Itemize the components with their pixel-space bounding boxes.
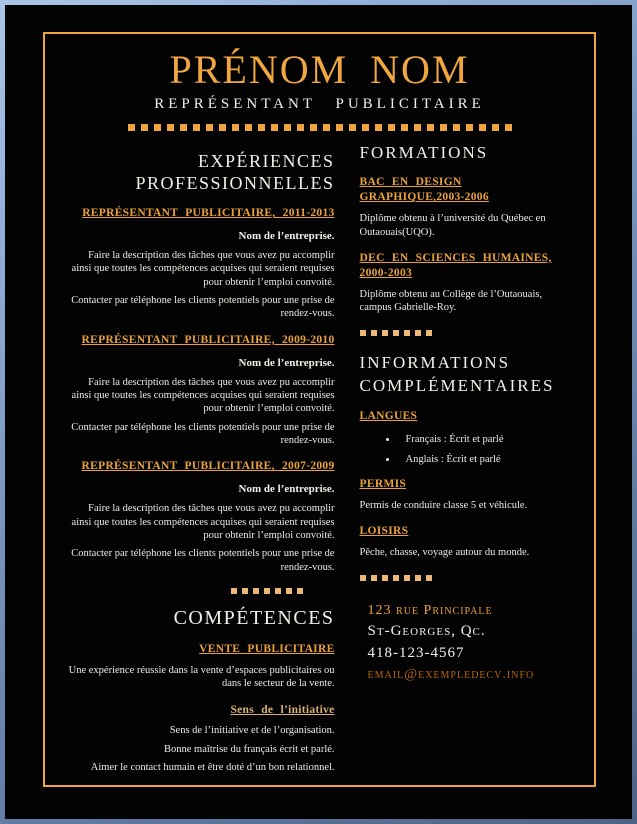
permis-title: PERMIS [359,477,407,490]
job-title: REPRÉSENTANT PUBLICITAIRE, 2009-2010 [81,333,335,346]
loisirs-text: Pêche, chasse, voyage autour du monde. [359,546,530,558]
candidate-role: REPRÉSENTANT PUBLICITAIRE [154,96,485,112]
competence-title: Sens de l’initiative [230,703,335,716]
contact-city: St-Georges, Qc. [367,623,486,640]
competence-entry [66,703,335,775]
left-dotted-separator [231,588,303,594]
job-company: Nom de l’entreprise. [238,356,335,369]
decorative-inner-frame [43,32,596,787]
job-title: REPRÉSENTANT PUBLICITAIRE, 2011-2013 [82,207,335,220]
job-paragraph: Faire la description des tâches que vous avez pu accomplir ainsi que toutes les compétences acquises qui seraient requises pour obtenir l’emploi convoité. [71,376,335,415]
job-entry [66,333,335,448]
langue-item: • Anglais : Écrit et parlé [398,454,573,465]
right-column [360,143,573,774]
job-company: Nom de l’entreprise. [238,483,335,496]
langues-list [360,434,573,465]
competence-paragraph: Une expérience réussie dans la vente d’espaces publicitaires ou dans le secteur de la vente. [68,664,335,690]
section-heading-informations: INFORMATIONS COMPLÉMENTAIRES [359,353,555,395]
permis-text: Permis de conduire classe 5 et véhicule. [359,499,528,511]
competence-paragraph: Sens de l’initiative et de l’organisation. [169,725,335,737]
cv-header [45,48,594,131]
formation-entry [360,251,573,315]
section-heading-formations: FORMATIONS [359,143,489,162]
competence-title: VENTE PUBLICITAIRE [199,642,335,655]
langue-item: • Français : Écrit et parlé [398,434,573,445]
content-columns [45,143,594,774]
left-column [66,143,335,774]
contact-address: 123 rue Principale [367,603,493,619]
contact-email: email@exempledecv.info [367,666,535,682]
cv-page [5,5,632,819]
job-paragraph: Contacter par téléphone les clients potentiels pour une prise de rendez-vous. [71,295,335,320]
candidate-name: PRÉNOM NOM [169,47,470,92]
formation-title: DEC EN SCIENCES HUMAINES, 2000-2003 [359,251,552,279]
contact-phone: 418-123-4567 [367,645,465,662]
job-entry [66,206,335,321]
competence-entry [66,642,335,691]
job-paragraph: Contacter par téléphone les clients potentiels pour une prise de rendez-vous. [71,548,335,573]
job-paragraph: Faire la description des tâches que vous avez pu accomplir ainsi que toutes les compétences acquises qui seraient requises pour obtenir l’emploi convoité. [71,250,335,288]
job-company: Nom de l’entreprise. [238,230,335,243]
job-title: REPRÉSENTANT PUBLICITAIRE, 2007-2009 [81,460,335,473]
right-dotted-separator [360,330,432,336]
formation-description: Diplôme obtenu à l’université du Québec en Outaouais(UQO). [359,213,546,238]
section-heading-experience: EXPÉRIENCES PROFESSIONNELLES [135,151,335,193]
job-entry [66,459,335,574]
formation-title: BAC EN DESIGN GRAPHIQUE,2003-2006 [359,176,489,204]
section-heading-competences: COMPÉTENCES [173,606,335,629]
formation-description: Diplôme obtenu au Collège de l’Outaouais, campus Gabrielle-Roy. [359,288,543,314]
header-dotted-separator [128,124,512,131]
job-paragraph: Faire la description des tâches que vous avez pu accomplir ainsi que toutes les compétences acquises qui seraient requises pour obtenir l’emploi convoité. [71,503,335,541]
contact-block [360,601,573,685]
contact-dotted-separator [360,575,432,581]
formation-entry [360,175,573,239]
competence-paragraph: Bonne maîtrise du français écrit et parlé. [163,743,335,755]
competence-paragraph: Aimer le contact humain et être doté d’un bon relationnel. [90,762,335,774]
loisirs-title: LOISIRS [359,524,409,537]
job-paragraph: Contacter par téléphone les clients potentiels pour une prise de rendez-vous. [71,421,335,447]
langues-title: LANGUES [359,409,418,422]
